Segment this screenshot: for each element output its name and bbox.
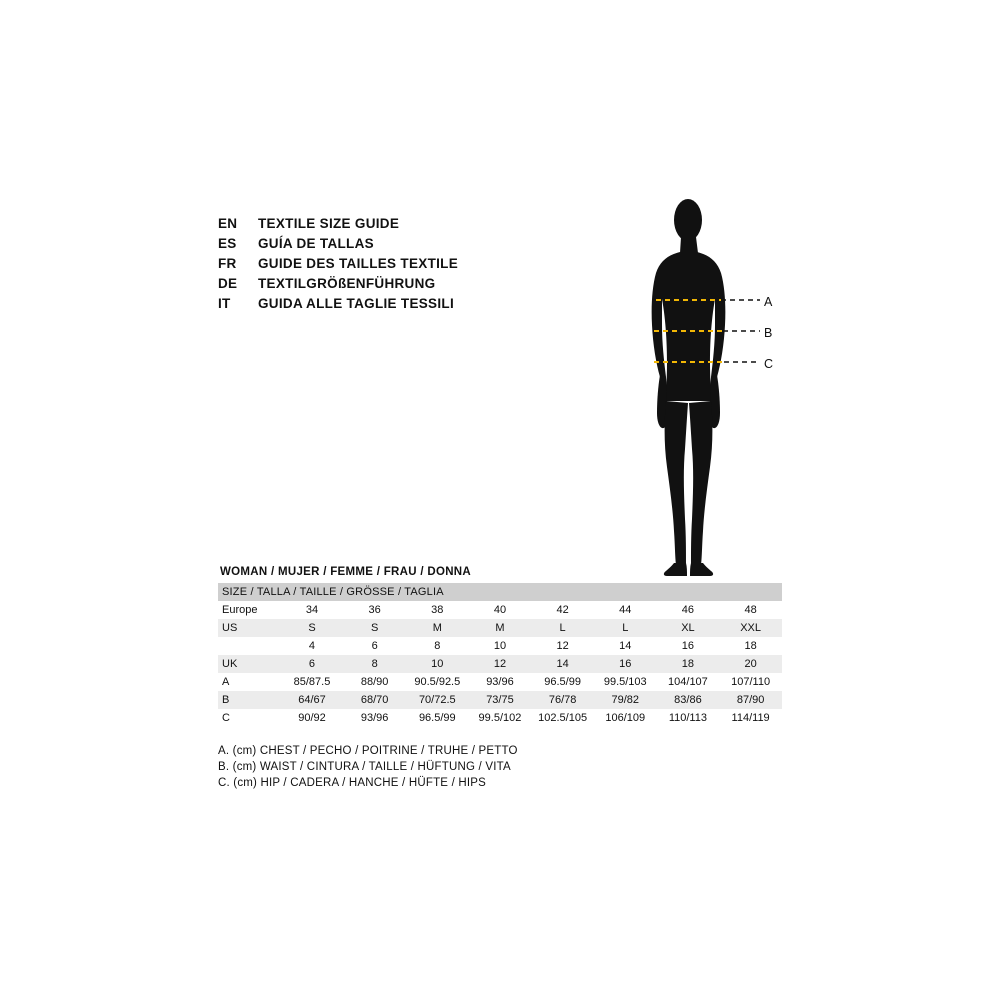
table-cell: 87/90 bbox=[719, 691, 782, 709]
table-cell: 90.5/92.5 bbox=[406, 673, 469, 691]
table-cell: 4 bbox=[281, 637, 344, 655]
table-cell: 90/92 bbox=[281, 709, 344, 727]
row-label: A bbox=[218, 673, 281, 691]
table-row bbox=[218, 709, 782, 727]
table-cell: 88/90 bbox=[343, 673, 406, 691]
table-cell: 96.5/99 bbox=[531, 673, 594, 691]
table-cell: 76/78 bbox=[531, 691, 594, 709]
table-cell: 85/87.5 bbox=[281, 673, 344, 691]
table-cell: 104/107 bbox=[657, 673, 720, 691]
table-cell: S bbox=[343, 619, 406, 637]
language-code-es: ES bbox=[218, 236, 237, 251]
language-row-en bbox=[218, 214, 598, 234]
table-cell: 20 bbox=[719, 655, 782, 673]
table-cell: 114/119 bbox=[719, 709, 782, 727]
table-cell: 10 bbox=[406, 655, 469, 673]
table-cell: 64/67 bbox=[281, 691, 344, 709]
table-cell: 83/86 bbox=[657, 691, 720, 709]
row-label: Europe bbox=[218, 601, 281, 619]
legend-line-b: B. (cm) WAIST / CINTURA / TAILLE / HÜFTUNG / VITA bbox=[218, 761, 511, 773]
table-cell: 36 bbox=[343, 601, 406, 619]
table-row bbox=[218, 601, 782, 619]
table-cell: 44 bbox=[594, 601, 657, 619]
table-cell: 12 bbox=[531, 637, 594, 655]
table-cell: 18 bbox=[719, 637, 782, 655]
table-cell: 10 bbox=[469, 637, 532, 655]
table-cell: 70/72.5 bbox=[406, 691, 469, 709]
table-cell: 16 bbox=[594, 655, 657, 673]
table-cell: XL bbox=[657, 619, 720, 637]
measure-letter-b: B bbox=[764, 326, 773, 340]
language-code-it: IT bbox=[218, 296, 231, 311]
table-cell: 42 bbox=[531, 601, 594, 619]
language-title-it: GUIDA ALLE TAGLIE TESSILI bbox=[258, 296, 454, 311]
table-group-label: WOMAN / MUJER / FEMME / FRAU / DONNA bbox=[220, 566, 472, 578]
size-table-area bbox=[218, 566, 782, 727]
table-header-label: SIZE / TALLA / TAILLE / GRÖSSE / TAGLIA bbox=[218, 583, 782, 601]
measure-leader-lines bbox=[721, 300, 760, 362]
table-cell: 12 bbox=[469, 655, 532, 673]
language-title-es: GUÍA DE TALLAS bbox=[258, 236, 374, 251]
table-cell: 6 bbox=[343, 637, 406, 655]
table-row bbox=[218, 673, 782, 691]
table-cell: M bbox=[469, 619, 532, 637]
table-cell: 93/96 bbox=[343, 709, 406, 727]
table-row bbox=[218, 619, 782, 637]
language-row-fr bbox=[218, 254, 598, 274]
table-cell: S bbox=[281, 619, 344, 637]
language-code-fr: FR bbox=[218, 256, 237, 271]
table-cell: 14 bbox=[594, 637, 657, 655]
table-cell: 38 bbox=[406, 601, 469, 619]
table-cell: 99.5/103 bbox=[594, 673, 657, 691]
row-label bbox=[218, 637, 281, 655]
table-cell: 48 bbox=[719, 601, 782, 619]
table-cell: 14 bbox=[531, 655, 594, 673]
table-row bbox=[218, 655, 782, 673]
table-cell: XXL bbox=[719, 619, 782, 637]
table-cell: 68/70 bbox=[343, 691, 406, 709]
measure-letter-a: A bbox=[764, 295, 773, 309]
measurement-legend bbox=[218, 743, 778, 791]
language-title-de: TEXTILGRÖßENFÜHRUNG bbox=[258, 276, 436, 291]
table-cell: 46 bbox=[657, 601, 720, 619]
language-code-de: DE bbox=[218, 276, 238, 291]
table-cell: M bbox=[406, 619, 469, 637]
legend-line-a: A. (cm) CHEST / PECHO / POITRINE / TRUHE / PETTO bbox=[218, 745, 518, 757]
language-row-es bbox=[218, 234, 598, 254]
table-cell: 73/75 bbox=[469, 691, 532, 709]
language-titles bbox=[218, 214, 598, 314]
row-label: US bbox=[218, 619, 281, 637]
table-cell: 79/82 bbox=[594, 691, 657, 709]
language-title-en: TEXTILE SIZE GUIDE bbox=[258, 216, 400, 231]
table-cell: 8 bbox=[406, 637, 469, 655]
table-cell: 18 bbox=[657, 655, 720, 673]
row-label: C bbox=[218, 709, 281, 727]
table-cell: L bbox=[531, 619, 594, 637]
measure-letter-labels bbox=[760, 195, 800, 585]
table-cell: 99.5/102 bbox=[469, 709, 532, 727]
table-header-row bbox=[218, 583, 782, 601]
measure-letter-c: C bbox=[764, 357, 774, 371]
table-cell: 107/110 bbox=[719, 673, 782, 691]
row-label: UK bbox=[218, 655, 281, 673]
table-cell: L bbox=[594, 619, 657, 637]
table-cell: 16 bbox=[657, 637, 720, 655]
language-row-it bbox=[218, 294, 598, 314]
table-cell: 34 bbox=[281, 601, 344, 619]
table-cell: 6 bbox=[281, 655, 344, 673]
table-cell: 110/113 bbox=[657, 709, 720, 727]
table-row bbox=[218, 691, 782, 709]
table-cell: 40 bbox=[469, 601, 532, 619]
legend-line-c: C. (cm) HIP / CADERA / HANCHE / HÜFTE / HIPS bbox=[218, 777, 487, 789]
silhouette-body bbox=[652, 199, 726, 576]
language-code-en: EN bbox=[218, 216, 238, 231]
table-cell: 106/109 bbox=[594, 709, 657, 727]
table-cell: 8 bbox=[343, 655, 406, 673]
table-cell: 93/96 bbox=[469, 673, 532, 691]
language-row-de bbox=[218, 274, 598, 294]
row-label: B bbox=[218, 691, 281, 709]
table-cell: 96.5/99 bbox=[406, 709, 469, 727]
table-cell: 102.5/105 bbox=[531, 709, 594, 727]
table-row bbox=[218, 637, 782, 655]
size-table bbox=[218, 583, 782, 727]
language-title-fr: GUIDE DES TAILLES TEXTILE bbox=[258, 256, 459, 271]
